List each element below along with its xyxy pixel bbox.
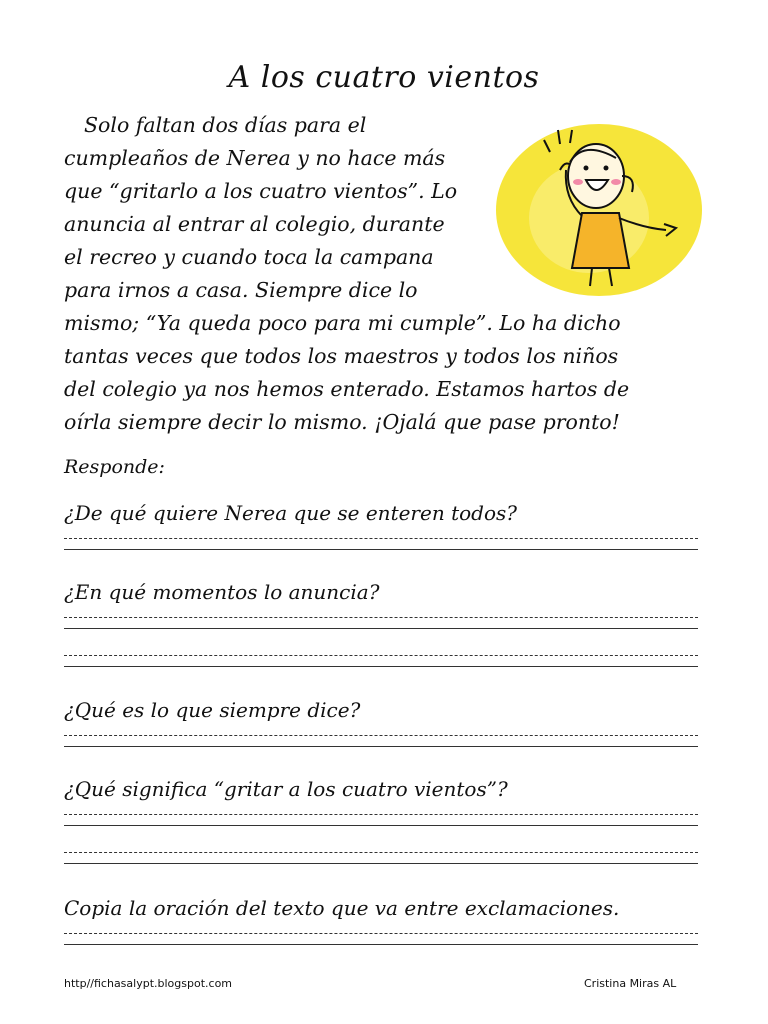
answer-line[interactable]: [64, 538, 698, 550]
answer-line[interactable]: [64, 852, 698, 864]
question-text: ¿De qué quiere Nerea que se enteren todos?: [64, 501, 517, 525]
story-line: tantas veces que todos los maestros y todos los niños: [64, 344, 619, 368]
question-text: Copia la oración del texto que va entre exclamaciones.: [64, 896, 620, 920]
answer-line[interactable]: [64, 655, 698, 667]
question-text: ¿Qué significa “gritar a los cuatro vientos”?: [64, 777, 508, 801]
answer-line[interactable]: [64, 814, 698, 826]
question-text: ¿En qué momentos lo anuncia?: [64, 580, 380, 604]
girl-shouting-illustration: [494, 118, 704, 298]
story-line: anuncia al entrar al colegio, durante: [64, 212, 445, 236]
answer-line[interactable]: [64, 617, 698, 629]
footer-url: http//fichasalypt.blogspot.com: [64, 977, 233, 990]
story-line: Solo faltan dos días para el: [84, 113, 367, 137]
story-line: cumpleaños de Nerea y no hace más: [64, 146, 446, 170]
story-line: para irnos a casa. Siempre dice lo: [64, 278, 418, 302]
footer-author: Cristina Miras AL: [584, 977, 677, 990]
answer-line[interactable]: [64, 933, 698, 945]
worksheet-title: A los cuatro vientos: [228, 60, 540, 95]
story-line: del colegio ya nos hemos enterado. Estamos hartos de: [64, 377, 630, 401]
story-line: que “gritarlo a los cuatro vientos”. Lo: [64, 179, 458, 203]
story-line: oírla siempre decir lo mismo. ¡Ojalá que pase pronto!: [64, 410, 620, 434]
answer-line[interactable]: [64, 735, 698, 747]
responde-heading: Responde:: [64, 456, 165, 478]
story-line: mismo; “Ya queda poco para mi cumple”. Lo ha dicho: [64, 311, 621, 335]
story-line: el recreo y cuando toca la campana: [64, 245, 434, 269]
question-text: ¿Qué es lo que siempre dice?: [64, 698, 361, 722]
